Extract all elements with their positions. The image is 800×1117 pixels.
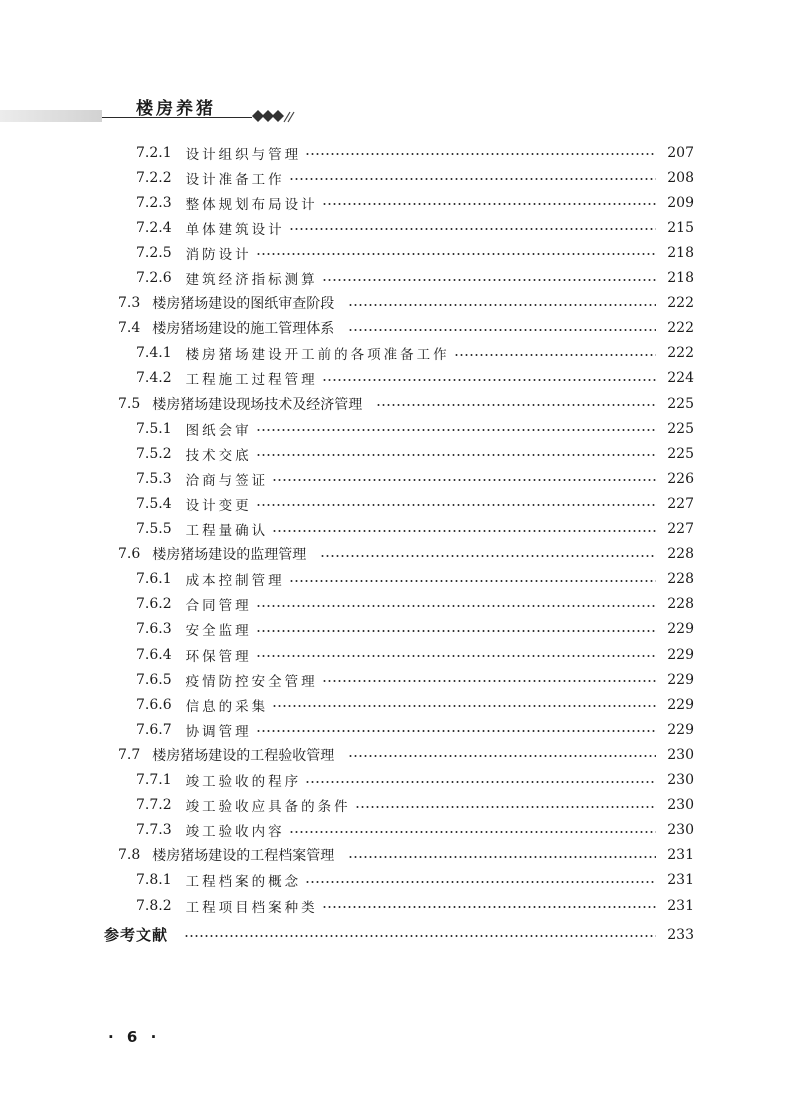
toc-entry-title: 设计准备工作 [185,171,285,188]
toc-entry-page: 229 [667,696,694,713]
toc-section-entry [118,291,694,316]
toc-entry-number: 7.5 [118,395,141,412]
toc-entry-number: 7.2.3 [136,194,172,211]
toc-subsection-entry [136,567,694,592]
toc-entry-title: 消防设计 [185,246,252,263]
toc-entry-title: 工程档案的概念 [185,874,302,891]
dot-leader [348,304,656,306]
toc-entry-number: 7.6.7 [136,721,172,738]
toc-entry-number: 7.5.3 [136,470,172,487]
toc-section-entry [118,843,694,868]
toc-entry-title: 竣工验收内容 [185,824,285,841]
dot-leader [289,580,656,582]
dot-leader [256,605,656,607]
toc-subsection-entry [136,266,694,291]
toc-subsection-entry [136,793,694,818]
toc-entry-number: 7.7.3 [136,822,172,839]
toc-subsection-entry [136,818,694,843]
book-title: 楼房养猪 [136,99,216,119]
toc-entry-title: 工程项目档案种类 [185,899,318,916]
toc-entry-number: 7.2.2 [136,169,172,186]
toc-entry-number: 7.2.6 [136,270,172,286]
toc-entry-page: 227 [667,521,694,537]
toc-entry-page: 209 [667,194,694,211]
toc-entry-number: 7.6.2 [136,596,172,613]
toc-entry-page: 230 [667,746,694,763]
toc-entry-number: 7.5.5 [136,521,172,537]
toc-section-entry [118,391,694,416]
toc-entry-page: 225 [667,445,694,462]
dot-leader [272,705,656,707]
toc-entry-number: 7.2.4 [136,219,172,236]
toc-entry-title: 整体规划布局设计 [185,196,318,213]
toc-entry-page: 231 [667,847,694,864]
dot-leader [305,881,656,883]
toc-entry-title: 楼房猪场建设的图纸审查阶段 [152,296,335,313]
toc-entry-number: 7.6.3 [136,621,172,638]
toc-entry-title: 图纸会审 [185,422,252,439]
toc-entry-title: 设计变更 [185,497,252,514]
toc-entry-page: 224 [667,370,694,387]
dot-leader [348,856,656,858]
toc-entry-page: 222 [667,295,694,312]
toc-subsection-entry [136,692,694,717]
toc-entry-number: 7.5.4 [136,495,172,512]
dot-leader [256,253,656,255]
toc-entry-title: 建筑经济指标测算 [185,272,318,288]
toc-entry-number: 7.5.2 [136,445,172,462]
toc-subsection-entry [136,341,694,366]
toc-entry-title: 疫情防控安全管理 [185,673,318,690]
dot-leader [348,755,656,757]
toc-entry-page: 229 [667,621,694,638]
toc-entry-number: 7.4 [118,320,141,337]
toc-entry-page: 227 [667,495,694,512]
toc-entry-number: 7.8.1 [136,872,172,889]
dot-leader [184,935,656,937]
dot-leader [348,329,656,331]
toc-entry-page: 207 [667,144,694,161]
toc-entry-number: 7.7 [118,746,141,763]
toc-subsection-entry [136,592,694,617]
toc-entry-title: 设计组织与管理 [185,146,302,163]
toc-entry-title: 参考文献 [104,926,169,945]
dot-leader [272,479,656,481]
toc-entry-number: 7.6.5 [136,671,172,688]
toc-entry-title: 合同管理 [185,598,252,615]
toc-entry-page: 228 [667,571,694,588]
toc-entry-title: 工程施工过程管理 [185,372,318,389]
toc-entry-number: 7.6.6 [136,696,172,713]
toc-entry-page: 225 [667,395,694,412]
diamond-ornament-icon [250,106,298,126]
dot-leader [289,831,656,833]
toc-entry-page: 230 [667,797,694,814]
dot-leader [256,730,656,732]
toc-entry-number: 7.8.2 [136,897,172,914]
toc-entry-page: 228 [667,546,694,563]
toc-entry-title: 工程量确认 [185,523,269,539]
toc-entry-title: 协调管理 [185,723,252,740]
toc-subsection-entry [136,717,694,742]
toc-entry-title: 楼房猪场建设的监理管理 [152,547,307,564]
toc-entry-number: 7.4.2 [136,370,172,387]
toc-entry-number: 7.6.4 [136,646,172,663]
dot-leader [256,454,656,456]
toc-entry-page: 218 [667,270,694,286]
toc-entry-title: 竣工验收应具备的条件 [185,799,351,816]
toc-entry-page: 218 [667,244,694,261]
toc-subsection-entry [136,768,694,793]
toc-entry-page: 229 [667,671,694,688]
toc-entry-page: 229 [667,721,694,738]
dot-leader [256,504,656,506]
toc-subsection-entry [136,466,694,491]
toc-section-entry [118,316,694,341]
toc-entry-number: 7.2.1 [136,144,172,161]
toc-entry-title: 安全监理 [185,623,252,640]
dot-leader [305,781,656,783]
toc-entry-number: 7.5.1 [136,420,172,437]
toc-subsection-entry [136,667,694,692]
toc-entry-number: 7.7.2 [136,797,172,814]
toc-entry-page: 225 [667,420,694,437]
toc-entry-number: 7.4.1 [136,345,172,362]
toc-entry-page: 222 [667,345,694,362]
toc-entry-title: 楼房猪场建设的工程验收管理 [152,747,335,764]
toc-entry-page: 222 [667,320,694,337]
toc-section-entry [118,742,694,767]
dot-leader [376,404,656,406]
dot-leader [256,655,656,657]
toc-entry-title: 成本控制管理 [185,573,285,590]
toc-entry-page: 231 [667,872,694,889]
toc-entry-page: 229 [667,646,694,663]
toc-subsection-entry [136,366,694,391]
toc-entry-page: 233 [667,926,694,943]
toc-entry-title: 技术交底 [185,447,252,464]
header-gray-bar [0,110,102,122]
toc-entry-title: 楼房猪场建设现场技术及经济管理 [152,396,363,413]
dot-leader [320,555,656,557]
toc-subsection-entry [136,140,694,165]
header-rule [102,117,252,118]
toc-entry-title: 楼房猪场建设的工程档案管理 [152,848,335,865]
toc-entry-page: 228 [667,596,694,613]
toc-subsection-entry [136,617,694,642]
toc-entry-number: 7.3 [118,295,141,312]
toc-entry-number: 7.7.1 [136,772,172,788]
toc-entry-title: 环保管理 [185,648,252,665]
page-number: · 6 · [108,1028,161,1046]
toc-entry-number: 7.2.5 [136,244,172,261]
toc-entry-title: 竣工验收的程序 [185,774,302,790]
toc-subsection-entry [136,441,694,466]
toc-entry-page: 215 [667,219,694,236]
dot-leader [355,806,656,808]
toc-entry-title: 单体建筑设计 [185,221,285,238]
dot-leader [322,680,656,682]
toc-subsection-entry [136,240,694,265]
dot-leader [322,279,656,281]
toc-entry-page: 226 [667,470,694,487]
toc-subsection-entry [136,517,694,542]
toc-subsection-entry [136,165,694,190]
toc-chapter-entry [104,922,694,947]
toc-subsection-entry [136,642,694,667]
dot-leader [322,379,656,381]
toc-entry-title: 楼房猪场建设的施工管理体系 [152,321,335,338]
toc-entry-page: 230 [667,822,694,839]
toc-entry-number: 7.8 [118,847,141,864]
dot-leader [256,429,656,431]
toc-entry-page: 230 [667,772,694,788]
toc-entry-page: 231 [667,897,694,914]
running-header [0,92,800,132]
toc-subsection-entry [136,868,694,893]
toc-subsection-entry [136,893,694,918]
toc-subsection-entry [136,215,694,240]
toc-entry-title: 洽商与签证 [185,472,269,489]
toc-entry-title: 楼房猪场建设开工前的各项准备工作 [185,347,450,364]
dot-leader [454,354,656,356]
toc-entry-number: 7.6.1 [136,571,172,588]
dot-leader [322,203,656,205]
dot-leader [305,153,656,155]
dot-leader [289,228,656,230]
toc-entry-title: 信息的采集 [185,698,269,715]
dot-leader [256,630,656,632]
toc-entry-page: 208 [667,169,694,186]
toc-subsection-entry [136,416,694,441]
dot-leader [272,530,656,532]
toc-subsection-entry [136,491,694,516]
toc-subsection-entry [136,190,694,215]
dot-leader [322,906,656,908]
toc-entry-number: 7.6 [118,546,141,563]
dot-leader [289,178,656,180]
toc-section-entry [118,542,694,567]
